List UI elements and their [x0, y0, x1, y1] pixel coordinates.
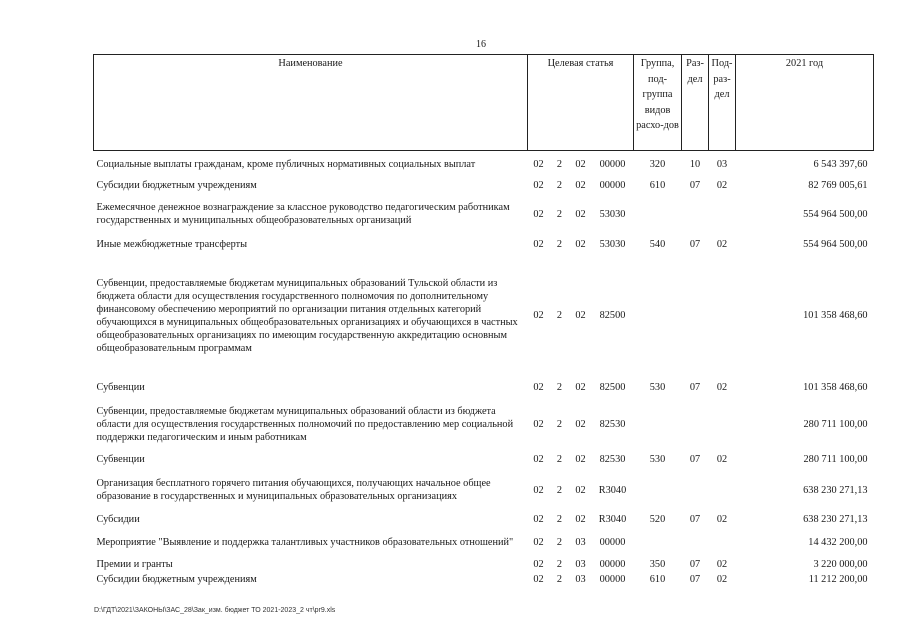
row-code-subprogram: 2 [556, 514, 563, 525]
row-code-event: 02 [575, 418, 586, 430]
row-code-program: 02 [533, 454, 544, 465]
row-code-subprogram: 2 [556, 238, 563, 250]
row-code-program: 02 [533, 158, 544, 170]
row-group-cell [634, 469, 682, 512]
row-code-program: 02 [533, 514, 544, 525]
row-podrazdel-cell [709, 398, 736, 451]
row-amount-cell: 554 964 500,00 [803, 208, 868, 220]
table-row [94, 151, 874, 178]
row-code-direction: 82500 [599, 310, 626, 321]
row-code-direction: 00000 [599, 537, 626, 548]
row-group-cell [634, 194, 682, 235]
row-code-program: 02 [533, 537, 544, 548]
row-name-cell: Субсидии [96, 514, 140, 525]
row-razdel-cell: 07 [689, 238, 701, 250]
row-podrazdel-cell: 02 [716, 238, 728, 250]
row-code-event: 02 [575, 484, 586, 496]
row-code-program: 02 [533, 180, 544, 191]
row-amount-cell: 638 230 271,13 [803, 514, 868, 525]
row-code-direction: 53030 [599, 238, 626, 250]
row-razdel-cell: 07 [689, 559, 701, 570]
row-code-program: 02 [533, 573, 544, 585]
row-amount-cell: 14 432 200,00 [808, 537, 868, 548]
row-podrazdel-cell [709, 254, 736, 378]
page-number: 16 [476, 39, 486, 50]
row-code-subprogram: 2 [556, 573, 563, 585]
row-name-cell: Субвенции, предоставляемые бюджетам муниципальных образований области из бюджета области для осуществления государственных полномочий по предоставлению мер социальной поддержки педагогическим и иным работникам [96, 405, 514, 443]
header-podrazdel: Под-раз-дел [709, 55, 736, 151]
row-code-event: 02 [575, 238, 586, 250]
row-amount-cell: 6 543 397,60 [813, 158, 868, 170]
header-name: Наименование [94, 55, 528, 151]
row-code-program: 02 [533, 559, 544, 570]
file-path-footer: D:\ГДТ\2021\ЗАКОНЫ\ЗАС_28\Зак_изм. бюджет ТО 2021-2023_2 чт\pr9.xls [94, 607, 336, 614]
row-name-cell: Мероприятие "Выявление и поддержка талантливых участников образовательных отношений" [96, 537, 514, 548]
row-name-cell: Организация бесплатного горячего питания обучающихся, получающих начальное общее образование в государственных и муниципальных образовательных организациях [96, 478, 491, 502]
row-group-cell [634, 398, 682, 451]
row-code-subprogram: 2 [556, 180, 563, 191]
row-razdel-cell: 07 [689, 514, 701, 525]
table-row [94, 378, 874, 398]
row-group-cell: 520 [649, 514, 666, 525]
row-code-subprogram: 2 [556, 382, 563, 393]
row-group-cell: 610 [649, 573, 666, 585]
row-razdel-cell: 07 [689, 573, 701, 585]
table-row [94, 254, 874, 378]
row-group-cell: 530 [649, 382, 666, 393]
row-name-cell: Субсидии бюджетным учреждениям [96, 573, 257, 585]
row-group-cell: 530 [649, 454, 666, 465]
row-podrazdel-cell: 02 [716, 559, 728, 570]
row-code-event: 02 [575, 514, 586, 525]
row-code-program: 02 [533, 310, 544, 321]
row-razdel-cell [682, 398, 709, 451]
table-row [94, 235, 874, 254]
row-group-cell: 350 [649, 559, 666, 570]
table-body [94, 151, 874, 587]
row-podrazdel-cell [709, 469, 736, 512]
row-name-cell: Социальные выплаты гражданам, кроме публичных нормативных социальных выплат [96, 158, 476, 170]
row-podrazdel-cell: 02 [716, 180, 728, 191]
row-podrazdel-cell: 02 [716, 573, 728, 585]
row-group-cell: 540 [649, 238, 666, 250]
row-razdel-cell [682, 528, 709, 558]
row-code-direction: 82530 [599, 454, 626, 465]
row-code-event: 03 [575, 573, 586, 585]
table-row [94, 178, 874, 194]
row-code-program: 02 [533, 382, 544, 393]
row-code-event: 02 [575, 180, 586, 191]
row-podrazdel-cell: 02 [716, 382, 728, 393]
row-code-event: 02 [575, 382, 586, 393]
row-code-subprogram: 2 [556, 208, 563, 220]
row-name-cell: Премии и гранты [96, 559, 173, 570]
table-row [94, 469, 874, 512]
row-razdel-cell [682, 254, 709, 378]
row-code-program: 02 [533, 484, 544, 496]
header-razdel: Раз-дел [682, 55, 709, 151]
row-code-event: 02 [575, 454, 586, 465]
row-podrazdel-cell: 02 [716, 454, 728, 465]
row-amount-cell: 280 711 100,00 [803, 418, 868, 430]
table-row [94, 194, 874, 235]
row-amount-cell: 11 212 200,00 [808, 573, 868, 585]
row-podrazdel-cell: 03 [716, 158, 728, 170]
row-razdel-cell [682, 194, 709, 235]
row-razdel-cell [682, 469, 709, 512]
row-name-cell: Ежемесячное денежное вознаграждение за классное руководство педагогическим работникам государственных и муниципальных общеобразовательных организаций [96, 202, 510, 226]
row-podrazdel-cell [709, 194, 736, 235]
row-code-direction: 00000 [599, 559, 626, 570]
row-razdel-cell: 07 [689, 180, 701, 191]
row-code-direction: R3040 [598, 484, 627, 496]
row-code-event: 02 [575, 310, 586, 321]
row-code-direction: 53030 [599, 208, 626, 220]
row-group-cell [634, 528, 682, 558]
row-code-program: 02 [533, 208, 544, 220]
table-row [94, 398, 874, 451]
row-name-cell: Субвенции [96, 382, 145, 393]
row-code-event: 03 [575, 559, 586, 570]
row-code-event: 02 [575, 208, 586, 220]
row-group-cell: 320 [649, 158, 666, 170]
table-row [94, 512, 874, 528]
row-amount-cell: 101 358 468,60 [803, 310, 868, 321]
row-code-direction: 00000 [599, 573, 626, 585]
row-razdel-cell: 07 [689, 382, 701, 393]
table-row [94, 528, 874, 558]
row-name-cell: Иные межбюджетные трансферты [96, 238, 248, 250]
row-podrazdel-cell: 02 [716, 514, 728, 525]
row-code-event: 02 [575, 158, 586, 170]
row-code-direction: 00000 [599, 158, 626, 170]
row-amount-cell: 554 964 500,00 [803, 238, 868, 250]
header-target-article: Целевая статья [528, 55, 634, 151]
row-code-subprogram: 2 [556, 537, 563, 548]
row-code-program: 02 [533, 418, 544, 430]
row-group-cell: 610 [649, 180, 666, 191]
row-name-cell: Субсидии бюджетным учреждениям [96, 180, 257, 191]
row-code-event: 03 [575, 537, 586, 548]
row-amount-cell: 638 230 271,13 [803, 484, 868, 496]
row-code-subprogram: 2 [556, 454, 563, 465]
row-name-cell: Субвенции, предоставляемые бюджетам муниципальных образований Тульской области из бюджета области для осуществления государственного полномочия по дополнительному финансовому обеспечению мероприятий по организации питания отдельных категорий обучающихся в муниципальных общеобразовательных организациях и обучающихся в частных общеобразовательных организациях по имеющим государственную аккредитацию основным общеобразовательным программам [96, 277, 518, 354]
header-group: Группа, под-группа видов расхо-дов [634, 55, 682, 151]
table-row [94, 558, 874, 572]
row-amount-cell: 3 220 000,00 [813, 559, 868, 570]
row-code-direction: 82530 [599, 418, 626, 430]
row-code-subprogram: 2 [556, 310, 563, 321]
row-code-subprogram: 2 [556, 484, 563, 496]
row-code-direction: R3040 [598, 514, 627, 525]
row-group-cell [634, 254, 682, 378]
row-name-cell: Субвенции [96, 454, 145, 465]
row-code-program: 02 [533, 238, 544, 250]
budget-table [93, 54, 874, 587]
row-code-direction: 82500 [599, 382, 626, 393]
row-amount-cell: 280 711 100,00 [803, 454, 868, 465]
row-code-direction: 00000 [599, 180, 626, 191]
row-amount-cell: 82 769 005,61 [808, 180, 868, 191]
row-code-subprogram: 2 [556, 559, 563, 570]
budget-table-container [93, 54, 873, 587]
table-row [94, 572, 874, 587]
row-razdel-cell: 10 [689, 158, 701, 170]
row-podrazdel-cell [709, 528, 736, 558]
table-row [94, 451, 874, 469]
table-header [94, 55, 874, 151]
row-code-subprogram: 2 [556, 418, 563, 430]
row-amount-cell: 101 358 468,60 [803, 382, 868, 393]
row-razdel-cell: 07 [689, 454, 701, 465]
row-code-subprogram: 2 [556, 158, 563, 170]
header-year: 2021 год [736, 55, 874, 151]
